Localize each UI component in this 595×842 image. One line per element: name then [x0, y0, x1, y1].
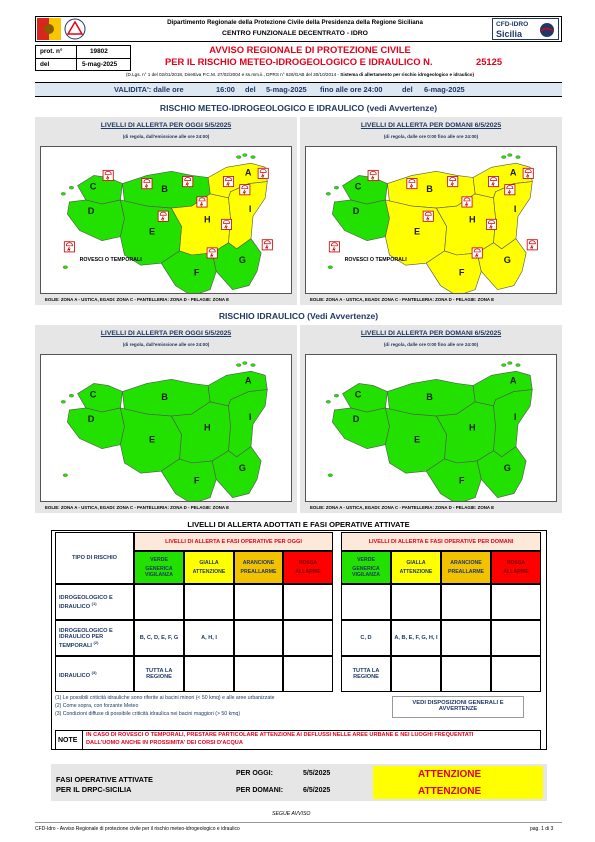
tomorrow-level-verde — [341, 551, 391, 584]
footnote-1: (1) Le possibili criticità idrauliche sono riferite ai bacini minori (< 50 kmq) e alle aree urbanizzate — [55, 695, 275, 701]
prot-label: prot. n° — [40, 48, 63, 55]
del-value: 5-mag-2025 — [82, 61, 118, 68]
zone-label-a: A — [509, 375, 517, 386]
phases-today-date: 5/5/2025 — [303, 770, 331, 777]
note-label: NOTE — [58, 737, 78, 744]
storm-icon — [183, 176, 193, 186]
level-phase: GENERICA VIGILANZA — [352, 566, 380, 578]
see-general-box[interactable]: VEDI DISPOSIZIONI GENERALI E AVVERTENZE — [392, 696, 524, 718]
row-label-idrogeo — [55, 584, 134, 620]
level-phase: PREALLARME — [447, 569, 485, 575]
zone-d — [332, 408, 389, 449]
small-island — [334, 186, 338, 189]
cfd-logo-bottom: Sicilia — [496, 29, 523, 39]
cell-r3-tomorrow-arancione — [441, 656, 491, 692]
zone-d — [67, 408, 124, 449]
zone-label-e: E — [413, 434, 421, 445]
today-level-rossa — [283, 551, 333, 584]
storm-icon — [258, 168, 268, 178]
zone-label-f: F — [458, 475, 465, 486]
region-logo — [37, 18, 61, 40]
del-label: del — [40, 61, 50, 68]
cell-r3-tomorrow-verde: TUTTA LA REGIONE — [341, 656, 391, 692]
zone-label-h: H — [204, 422, 211, 433]
level-phase: ATTENZIONE — [399, 569, 433, 575]
cell-r2-today-arancione — [234, 620, 283, 656]
level-phase: ATTENZIONE — [192, 569, 226, 575]
section-idraulico-title: RISCHIO IDRAULICO (Vedi Avvertenze) — [218, 311, 379, 321]
legal-reference-b: Sistema di allertamento per rischio idrogeologico e idraulico) — [340, 72, 475, 77]
zone-label-g: G — [503, 255, 511, 266]
small-island — [334, 394, 338, 397]
storm-icon — [448, 176, 458, 186]
panel-idro-today — [35, 325, 297, 513]
panel-title: LIVELLI DI ALLERTA PER OGGI 5/5/2025 — [100, 122, 232, 129]
phases-tomorrow-label: PER DOMANI: — [236, 787, 284, 794]
level-name: ROSSA — [298, 560, 318, 566]
tomorrow-level-rossa — [491, 551, 541, 584]
storm-icon — [207, 248, 217, 258]
small-island — [508, 362, 512, 365]
small-island — [61, 400, 65, 403]
cell-r2-tomorrow-verde: C, D — [341, 620, 391, 656]
panel-subtitle: (di regola, dalle ore 0:00 fino alle ore 24:00) — [383, 134, 479, 139]
row-label-sup: (3) — [91, 669, 97, 675]
footnote-3: (3) Condizioni diffuse di possibile criticità idraulica nei bacini maggiori (> 50 kmq) — [55, 711, 241, 717]
zone-label-a: A — [244, 375, 252, 386]
cell-r2-today-verde: B, C, D, E, F, G — [134, 620, 184, 656]
storm-icon — [527, 240, 537, 250]
map-frame — [40, 146, 292, 294]
level-name: ARANCIONE — [450, 560, 482, 566]
storm-icon — [462, 197, 472, 207]
small-island — [63, 474, 67, 477]
row-label-text: IDROGEOLOGICO E IDRAULICO — [59, 594, 113, 610]
zone-label-d: D — [352, 414, 360, 425]
storm-icon — [262, 240, 272, 250]
zone-label-c: C — [89, 389, 97, 400]
levels-title: LIVELLI DI ALLERTA ADOTTATI E FASI OPERATIVE ATTIVATE — [187, 520, 410, 529]
map-frame — [40, 354, 292, 502]
zone-label-e: E — [148, 226, 156, 237]
validity-from-time: 16:00 — [216, 85, 235, 94]
panel-subtitle: (di regola, dall'emissione alle ore 24:00) — [122, 342, 210, 347]
tomorrow-group-header: LIVELLI DI ALLERTA E FASI OPERATIVE PER DOMANI — [341, 532, 541, 551]
zone-c — [343, 175, 388, 204]
level-name: ARANCIONE — [242, 560, 275, 566]
level-phase: ALLARME — [503, 569, 529, 575]
zone-i — [494, 390, 533, 457]
islands-note: EOLIE: ZONA A - USTICA, EGADI: ZONA C - PANTELLERIA: ZONA D - PELAGIE: ZONA E — [45, 505, 230, 510]
small-island — [326, 192, 330, 195]
panel-subtitle: (di regola, dall'emissione alle ore 24:00) — [122, 134, 210, 139]
storm-icon — [407, 179, 417, 189]
zone-label-h: H — [469, 422, 476, 433]
storm-icon — [486, 219, 496, 229]
cell-r1-today-verde — [134, 584, 184, 620]
storm-icon — [240, 185, 250, 195]
small-island — [61, 192, 65, 195]
storm-icon — [523, 168, 533, 178]
small-island — [501, 156, 505, 159]
zone-label-h: H — [469, 214, 476, 225]
zone-label-b: B — [161, 183, 168, 194]
validity-to-date: 6-mag-2025 — [424, 85, 465, 94]
panel-title: LIVELLI DI ALLERTA PER DOMANI 6/5/2025 — [360, 122, 502, 129]
storm-icon — [197, 197, 207, 207]
cell-r1-today-rossa — [283, 584, 333, 620]
zone-label-g: G — [238, 463, 246, 474]
prot-value: 19802 — [90, 48, 108, 55]
zone-label-d: D — [87, 414, 95, 425]
zone-label-e: E — [148, 434, 156, 445]
zone-label-c: C — [354, 181, 362, 192]
row-label-sup: (1) — [91, 600, 97, 606]
storm-icon — [64, 242, 74, 252]
zone-label-g: G — [503, 463, 511, 474]
protezione-civile-logo — [64, 18, 86, 40]
panel-title: LIVELLI DI ALLERTA PER DOMANI 6/5/2025 — [360, 330, 502, 337]
small-island — [236, 156, 240, 159]
cell-r3-tomorrow-rossa — [491, 656, 541, 692]
validity-from-date: 5-mag-2025 — [266, 85, 307, 94]
phases-tomorrow-date: 6/5/2025 — [303, 787, 331, 794]
zone-label-f: F — [458, 267, 465, 278]
level-name: VERDE — [150, 557, 168, 563]
row-label-text: IDROGEOLOGICO E IDRAULICO PER TEMPORALI — [59, 627, 113, 649]
cell-r3-tomorrow-gialla — [391, 656, 441, 692]
storm-icon — [505, 185, 515, 195]
storm-icon — [223, 176, 233, 186]
zone-label-i: I — [248, 204, 252, 215]
zone-label-h: H — [204, 214, 211, 225]
tomorrow-level-arancione — [441, 551, 491, 584]
sicily-map — [41, 355, 291, 501]
avviso-number: 25125 — [476, 56, 503, 67]
small-island — [251, 156, 255, 159]
cell-r1-tomorrow-gialla — [391, 584, 441, 620]
row-label-idraulico — [55, 656, 134, 692]
small-island — [251, 364, 255, 367]
cell-r2-today-rossa — [283, 620, 333, 656]
map-frame — [305, 146, 557, 294]
cell-r1-tomorrow-rossa — [491, 584, 541, 620]
storm-icon — [472, 248, 482, 258]
small-island — [501, 364, 505, 367]
zone-label-d: D — [352, 206, 360, 217]
small-island — [516, 364, 520, 367]
cell-r2-tomorrow-gialla: A, B, E, F, G, H, I — [391, 620, 441, 656]
validity-label: VALIDITA': dalle ore — [114, 85, 184, 94]
zone-label-b: B — [426, 391, 433, 402]
footer-left: CFD-Idro - Avviso Regionale di protezione civile per il rischio meteo-idrogeologico e idraulico — [35, 826, 240, 832]
islands-note: EOLIE: ZONA A - USTICA, EGADI: ZONA C - PANTELLERIA: ZONA D - PELAGIE: ZONA E — [45, 297, 230, 302]
section-meteo-title: RISCHIO METEO-IDROGEOLOGICO E IDRAULICO (vedi Avvertenze) — [159, 103, 438, 113]
tipo-rischio-header: TIPO DI RISCHIO — [55, 532, 134, 584]
islands-note: EOLIE: ZONA A - USTICA, EGADI: ZONA C - PANTELLERIA: ZONA D - PELAGIE: ZONA E — [310, 297, 495, 302]
small-island — [328, 474, 332, 477]
cell-r3-today-gialla — [184, 656, 234, 692]
cell-r1-tomorrow-arancione — [441, 584, 491, 620]
small-island — [326, 400, 330, 403]
sicily-map — [41, 147, 291, 293]
small-island — [243, 154, 247, 157]
zone-label-i: I — [248, 412, 252, 423]
prot-divider-h — [35, 58, 131, 59]
cell-r2-tomorrow-arancione — [441, 620, 491, 656]
title-line1: AVVISO REGIONALE DI PROTEZIONE CIVILE — [209, 44, 411, 55]
zone-label-a: A — [244, 167, 252, 178]
storm-icon — [368, 170, 378, 180]
zone-c — [78, 175, 123, 204]
phases-tomorrow-value: ATTENZIONE — [418, 786, 482, 797]
level-phase: GENERICA VIGILANZA — [145, 566, 173, 578]
cell-r2-today-gialla: A, H, I — [184, 620, 234, 656]
row-label-text: IDRAULICO — [59, 672, 91, 679]
globe-icon — [539, 22, 555, 38]
cell-r2-tomorrow-rossa — [491, 620, 541, 656]
zone-d — [67, 200, 124, 241]
zone-label-i: I — [513, 412, 517, 423]
rovesci-label: ROVESCI O TEMPORALI — [344, 257, 407, 264]
sicily-map — [306, 147, 556, 293]
header-centre: CENTRO FUNZIONALE DECENTRATO - IDRO — [222, 30, 368, 37]
level-phase: ALLARME — [295, 569, 321, 575]
tomorrow-level-gialla — [391, 551, 441, 584]
zone-d — [332, 200, 389, 241]
zone-label-b: B — [426, 183, 433, 194]
cell-r3-today-verde: TUTTA LA REGIONE — [134, 656, 184, 692]
zone-label-b: B — [161, 391, 168, 402]
small-island — [516, 156, 520, 159]
zone-c — [78, 383, 123, 412]
zone-label-c: C — [89, 181, 97, 192]
footer-page: pag. 1 di 3 — [530, 826, 554, 832]
validity-until: fino alle ore 24:00 — [320, 85, 383, 94]
footer-rule — [35, 822, 562, 823]
panel-meteo-tomorrow — [300, 117, 562, 305]
small-island — [243, 362, 247, 365]
storm-icon — [488, 176, 498, 186]
segue-avviso: SEGUE AVVISO — [272, 811, 311, 817]
rovesci-label: ROVESCI O TEMPORALI — [79, 257, 142, 264]
today-group-header: LIVELLI DI ALLERTA E FASI OPERATIVE PER OGGI — [134, 532, 333, 551]
validity-del1: del — [245, 85, 256, 94]
zone-label-f: F — [193, 267, 200, 278]
footnote-2: (2) Come sopra, con forzante Meteo — [55, 703, 139, 709]
today-level-gialla — [184, 551, 234, 584]
cfd-logo — [492, 18, 559, 40]
header-dept: Dipartimento Regionale della Protezione Civile della Presidenza della Regione Siciliana — [167, 19, 423, 26]
small-island — [69, 394, 73, 397]
storm-icon — [103, 170, 113, 180]
zone-label-d: D — [87, 206, 95, 217]
zone-c — [343, 383, 388, 412]
zone-i — [229, 390, 268, 457]
zone-label-c: C — [354, 389, 362, 400]
validity-del2: del — [402, 85, 413, 94]
legal-reference-a: (D.Lgs. n° 1 del 02/01/2018, Direttiva P.C.M. 27/02/2004 e ss.mm.ii., DPRS n° 626/GAB del 30/10/2014 - — [125, 72, 341, 77]
zone-label-f: F — [193, 475, 200, 486]
note-divider — [82, 730, 83, 750]
zone-label-g: G — [238, 255, 246, 266]
level-phase: PREALLARME — [240, 569, 277, 575]
islands-note: EOLIE: ZONA A - USTICA, EGADI: ZONA C - PANTELLERIA: ZONA D - PELAGIE: ZONA E — [310, 505, 495, 510]
storm-icon — [221, 219, 231, 229]
small-island — [236, 364, 240, 367]
cell-r1-today-arancione — [234, 584, 283, 620]
title-line2: PER IL RISCHIO METEO-IDROGEOLOGICO E IDRAULICO N. — [165, 56, 433, 67]
zone-label-e: E — [413, 226, 421, 237]
today-level-verde — [134, 551, 184, 584]
phases-title1: FASI OPERATIVE ATTIVATE — [56, 775, 153, 784]
panel-meteo-today — [35, 117, 297, 305]
cfd-logo-top: CFD-IDRO — [496, 21, 529, 28]
small-island — [69, 186, 73, 189]
storm-icon — [423, 211, 433, 221]
sicily-map — [306, 355, 556, 501]
panel-idro-tomorrow — [300, 325, 562, 513]
zone-label-i: I — [513, 204, 517, 215]
phases-today-label: PER OGGI: — [236, 770, 273, 777]
small-island — [63, 266, 67, 269]
phases-today-value: ATTENZIONE — [418, 769, 482, 780]
storm-icon — [329, 242, 339, 252]
cell-r1-today-gialla — [184, 584, 234, 620]
level-name: ROSSA — [506, 560, 526, 566]
map-frame — [305, 354, 557, 502]
level-name: GIALLA — [199, 560, 219, 566]
storm-icon — [142, 179, 152, 189]
cell-r3-today-rossa — [283, 656, 333, 692]
small-island — [508, 154, 512, 157]
phases-title2: PER IL DRPC-SICILIA — [56, 785, 132, 794]
panel-subtitle: (di regola, dalle ore 0:00 fino alle ore 24:00) — [383, 342, 479, 347]
panel-title: LIVELLI DI ALLERTA PER OGGI 5/5/2025 — [100, 330, 232, 337]
note-text: IN CASO DI ROVESCI O TEMPORALI, PRESTARE PARTICOLARE ATTENZIONE AI DEFLUSSI NELLE AREE URBANE E NEI LUOGHI FREQUENTATI DALL'UOMO ANCHE IN PROSSIMITA' DEI CORSI D'ACQUA — [86, 732, 474, 746]
cell-r3-today-arancione — [234, 656, 283, 692]
level-name: GIALLA — [406, 560, 426, 566]
prot-divider-v — [76, 45, 77, 71]
small-island — [328, 266, 332, 269]
storm-icon — [158, 211, 168, 221]
row-label-sup: (2) — [93, 639, 99, 645]
today-level-arancione — [234, 551, 283, 584]
zone-label-a: A — [509, 167, 517, 178]
legal-reference — [40, 72, 560, 77]
row-label-temporali — [55, 620, 134, 656]
level-name: VERDE — [357, 557, 375, 563]
cell-r1-tomorrow-verde — [341, 584, 391, 620]
